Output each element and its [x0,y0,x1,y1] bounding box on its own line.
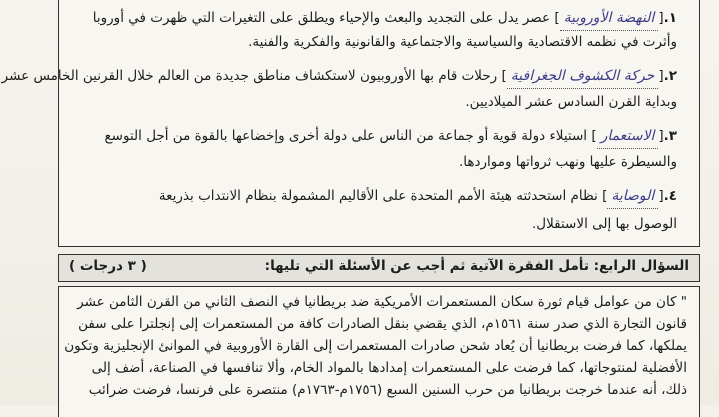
definition-text: نظام استحدثته هيئة الأمم المتحدة على الأقاليم المشمولة بنظام الانتداب بذريعة [158,188,598,204]
definition-text: والسيطرة عليها ونهب ثرواتها ومواردها. [458,154,677,170]
definition-text: وأثرت في نظمه الاقتصادية والسياسية والاجتماعية والقانونية والفكرية والفنية. [248,34,677,50]
definition-item-2-cont [465,90,677,114]
definition-item-3: ٣.[الاستعمار] استيلاء دولة قوية أو جماعة من الناس على دولة أخرى وإخضاعها بالقوة من أجل التوسع [105,124,678,149]
definition-text: وبداية القرن السادس عشر الميلاديين. [465,94,677,110]
handwritten-answer: حركة الكشوف الجغرافية [507,64,659,89]
definitions-box [1,0,700,247]
question-grade: ( ٣ درجات ) [69,258,147,274]
passage-line: قانون التجارة الذي صدر سنة ١٥٦١م، الذي يقضي بنقل الصادرات كافة من المستعمرات إلى إنجلترا على سفن [78,316,687,332]
handwritten-answer: الوصاية [607,184,658,209]
passage-line: " كان من عوامل قيام ثورة سكان المستعمرات الأمريكية ضد بريطانيا في النصف الثاني من القرن الثامن عشر [77,294,687,310]
definition-item-4: ٤.[الوصاية] نظام استحدثته هيئة الأمم المتحدة على الأقاليم المشمولة بنظام الانتداب بذريعة [159,184,677,209]
definition-item-1-cont [248,30,677,54]
definition-item-3-cont [459,150,677,174]
handwritten-answer: النهضة الأوروبية [560,6,659,31]
definition-text: رحلات قام بها الأوروبيون لاستكشاف مناطق جديدة من العالم خلال القرنين الخامس عشر [1,68,498,84]
definition-item-4-cont [532,212,677,236]
passage-line: الأفضلية لمنتوجاتها، كما فرضت على المستعمرات إمدادها بالمواد الخام، وألا تنافسها في الصناعة، أضف إلى [91,360,687,376]
item-number: ٤. [663,188,677,204]
item-number: ٢. [663,68,677,84]
passage-line: ذلك، أنه عندما خرجت بريطانيا من حرب السنين السبع (١٧٥٦م-١٧٦٣م) منتصرة على فرنسا، فرضت ضرائب [88,382,687,398]
passage-box [58,286,700,417]
definition-item-2: ٢.[حركة الكشوف الجغرافية] رحلات قام بها الأوروبيون لاستكشاف مناطق جديدة من العالم خلال القرنين الخامس عشر [2,64,677,89]
definition-text: الوصول بها إلى الاستقلال. [532,216,677,232]
definition-text: عصر يدل على التجديد والبعث والإحياء ويطلق على التغيرات التي ظهرت في أوروبا [92,10,551,26]
item-number: ١. [663,10,677,26]
passage-line: يملكها، كما فرضت بريطانيا أن يُعاد شحن صادرات المستعمرات إلى القارة الأوروبية في الموانئ الإنجليزية وتكون [64,338,687,354]
definition-text: استيلاء دولة قوية أو جماعة من الناس على دولة أخرى وإخضاعها بالقوة من أجل التوسع [104,128,588,144]
definition-item-1: ١.[النهضة الأوروبية] عصر يدل على التجديد والبعث والإحياء ويطلق على التغيرات التي ظهرت في أوروبا [93,6,677,31]
question-title: السؤال الرابع: تأمل الفقرة الآتية ثم أجب عن الأسئلة التي تليها: [264,258,689,274]
item-number: ٣. [663,128,677,144]
handwritten-answer: الاستعمار [597,124,659,149]
question-header [58,254,700,282]
